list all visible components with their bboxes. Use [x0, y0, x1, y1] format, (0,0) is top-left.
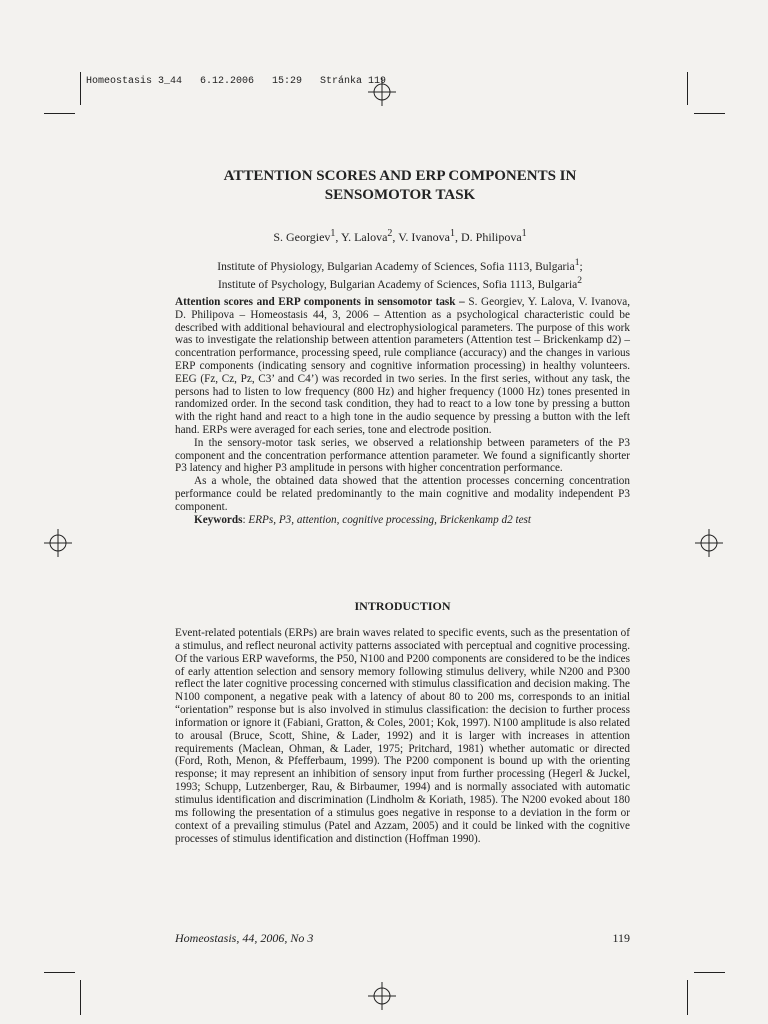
- author-affiliation-marker: 1: [521, 228, 527, 239]
- abstract-paragraph: As a whole, the obtained data showed that the attention processes concerning concentration performance could be related predominantly to the main cognitive and modality independent P3 component.: [175, 475, 630, 513]
- author-name: Y. Lalova: [340, 230, 388, 244]
- article-title: [150, 167, 650, 205]
- abstract-paragraph: In the sensory-motor task series, we observed a relationship between parameters of the P3 component and the concentration performance attention parameter. We found a significantly shorter P3 latency and higher P3 amplitude in persons with higher concentration performance.: [175, 436, 630, 475]
- author-name: V. Ivanova: [398, 230, 450, 244]
- affiliation-text: Institute of Physiology, Bulgarian Academy of Sciences, Sofia 1113, Bulgaria: [217, 260, 575, 273]
- affiliation-suffix: ;: [579, 260, 583, 273]
- affiliation-marker: 2: [577, 274, 583, 286]
- print-slug-line: Homeostasis 3_44 6.12.2006 15:29 Stránka 119: [86, 76, 387, 87]
- abstract-text: S. Georgiev, Y. Lalova, V. Ivanova, D. Philipova – Homeostasis 44, 3, 2006 – Attention as a psychological characteristic could be described with additional behavioural and electrophysiological parameters. The purpose of this work was to investigate the relationship between attention parameters (Attention test – Brickenkamp d2) – concentration performance, processing speed, rule compliance (accuracy) and the changes in various ERP components (indicating sensory and cognitive information processing) in healthy volunteers. EEG (Fz, Cz, Pz, C3’ and C4’) was recorded in two series. In the first series, without any task, the persons had to listen to low frequency (800 Hz) and higher frequency (1000 Hz) tones presented in randomized order. In the second task condition, they had to react to a low tone by pressing a button with the right hand and react to a high tone in the audio sequence by pressing a button with the left hand. ERPs were averaged for each series, tone and electrode position.: [175, 296, 630, 436]
- registration-mark-right-icon: [695, 529, 723, 557]
- introduction-paragraph: Event-related potentials (ERPs) are brain waves related to specific events, such as the presentation of a stimulus, and reflect neuronal activity patterns associated with perceptual and cognitive processing. Of the various ERP waveforms, the P50, N100 and P200 components are considered to be the indices of early attention selection and sensory memory following stimulus delivery, while N200 and P300 reflect the later cognitive processing concerned with stimulus classification and decision making. The N100 component, a negative peak with a latency of about 80 to 200 ms, corresponds to an initial “orientation” response but is also involved in stimulus classification: the decision to further process information or ignore it (Fabiani, Gratton, & Coles, 2001; Kok, 1997). N100 amplitude is also related to arousal (Bruce, Scott, Shine, & Lader, 1992) and it is larger with increases in attention requirements (Maclean, Ohman, & Lader, 1975; Pritchard, 1981) whether automatic or directed (Ford, Roth, Menon, & Pfefferbaum, 1999). The P200 component is bound up with the orienting response; it may represent an inhibition of sensory input from further processing (Hegerl & Juckel, 1993; Schupp, Lutzenberger, Rau, & Birbaumer, 1994) and is normally associated with automatic stimulus identification and discrimination (Lindholm & Koriath, 1985). The N200 evoked about 180 ms following the presentation of a stimulus goes negative in response to a deviation in the form or context of a prevailing stimulus (Patel and Azzam, 2005) and it could be linked with the cognitive processes of stimulus identification and distinction (Hoffman 1990).: [175, 627, 630, 845]
- author-list: S. Georgiev$^1$, Y. Lalova$^2$, V. Ivanova$^1$, D. Philipova$^1$: [273, 228, 527, 244]
- crop-mark-bottom-right-vertical: [687, 980, 688, 1015]
- crop-mark-top-right-horizontal: [694, 113, 725, 114]
- abstract-lead: Attention scores and ERP components in sensomotor task –: [175, 296, 465, 308]
- crop-mark-bottom-right-horizontal: [694, 972, 725, 973]
- crop-mark-top-left-horizontal: [44, 113, 75, 114]
- introduction-body: [175, 627, 630, 845]
- registration-mark-left-icon: [44, 529, 72, 557]
- crop-mark-bottom-left-horizontal: [44, 972, 75, 973]
- article-title-line2: SENSOMOTOR TASK: [324, 187, 476, 203]
- crop-mark-top-right-vertical: [687, 72, 688, 105]
- affiliation-line: [150, 256, 650, 274]
- registration-mark-bottom-icon: [368, 982, 396, 1010]
- keywords-line: Keywords: ERPs, P3, attention, cognitive processing, Brickenkamp d2 test: [194, 513, 532, 526]
- affiliation-line: [150, 274, 650, 292]
- author-name: D. Philipova: [461, 230, 522, 244]
- crop-mark-bottom-left-vertical: [80, 980, 81, 1015]
- footer-journal-citation: Homeostasis, 44, 2006, No 3: [175, 931, 314, 945]
- footer-page-number: 119: [612, 931, 630, 945]
- affiliations: [150, 256, 650, 292]
- crop-mark-top-left-vertical: [80, 72, 81, 105]
- affiliation-text: Institute of Psychology, Bulgarian Academy of Sciences, Sofia 1113, Bulgaria: [217, 278, 578, 291]
- article-title-line1: ATTENTION SCORES AND ERP COMPONENTS IN: [223, 168, 577, 184]
- section-heading-introduction: INTRODUCTION: [354, 599, 451, 613]
- abstract-paragraph: [175, 296, 630, 437]
- keywords-label: Keywords: [194, 513, 243, 526]
- keywords-text: ERPs, P3, attention, cognitive processing, Brickenkamp d2 test: [248, 513, 532, 526]
- author-affiliation-marker: 1: [450, 228, 455, 239]
- author-affiliation-marker: 2: [387, 228, 393, 239]
- author-affiliation-marker: 1: [330, 228, 336, 239]
- registration-mark-top-icon: [368, 78, 396, 106]
- author-name: S. Georgiev: [273, 230, 331, 244]
- abstract: [175, 296, 630, 526]
- affiliation-marker: 1: [574, 257, 580, 268]
